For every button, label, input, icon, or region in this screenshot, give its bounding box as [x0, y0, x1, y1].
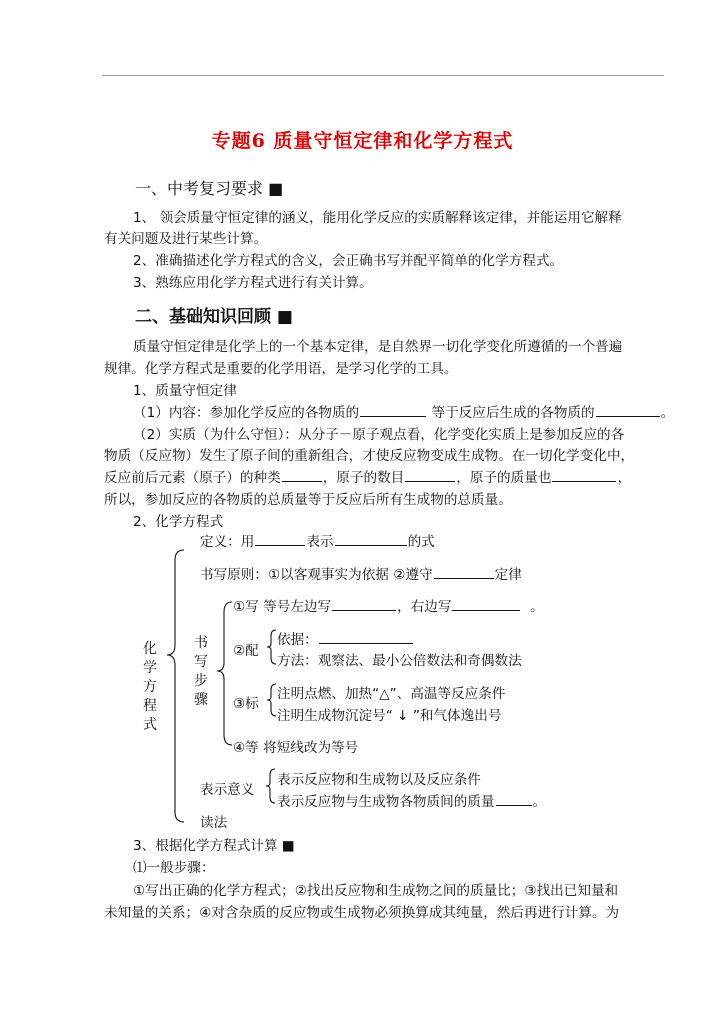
intro-line-1: 质量守恒定律是化学上的一个基本定律，是自然界一切化学变化所遵循的一个普遍	[133, 339, 623, 355]
meaning-brace	[266, 769, 275, 803]
def-c: 的式	[407, 534, 435, 550]
page-title: 专题6 质量守恒定律和化学方程式	[211, 130, 514, 152]
meaning-b2: 。	[532, 794, 547, 810]
intro-line-2: 规律。化学方程式是重要的化学用语，是学习化学的工具。	[104, 361, 458, 377]
essence3-c: ，原子的质量也	[456, 470, 552, 486]
step1-b: ，右边写	[397, 599, 452, 615]
step3-line-a: 注明点燃、加热“△”、高温等反应条件	[277, 686, 506, 702]
meaning-line-a: 表示反应物和生成物以及反应条件	[277, 772, 481, 788]
step2-basis	[277, 628, 414, 648]
step2-label: ②配	[233, 643, 259, 659]
def-b: 表示	[306, 534, 334, 550]
step4-line: ④等 将短线改为等号	[233, 740, 359, 756]
blank	[332, 609, 396, 611]
outer-brace	[167, 550, 184, 822]
blank	[255, 544, 305, 546]
requirement-1: 1、 领会质量守恒定律的涵义，能用化学反应的实质解释该定律，并能运用它解释	[133, 210, 622, 226]
meaning-label: 表示意义	[200, 782, 255, 798]
essence-line-4: 所以，参加反应的各物质的总质量等于反应后所有生成物的总质量。	[104, 492, 512, 508]
blank	[434, 577, 494, 579]
reading-label: 读法	[200, 815, 228, 831]
requirement-2: 2、准确描述化学方程式的含义，会正确书写并配平简单的化学方程式。	[133, 253, 564, 269]
calc-line-1: ①写出正确的化学方程式；②找出反应物和生成物之间的质量比；③找出已知量和	[133, 883, 619, 899]
meaning-line-b	[277, 790, 546, 810]
law-content-b: 等于反应后生成的各物质的	[431, 405, 595, 421]
equation-heading: 2、化学方程式	[133, 514, 224, 530]
principle-a: 书写原则：①以客观事实为依据 ②遵守	[200, 567, 433, 583]
steps-label: 书写步骤	[194, 635, 208, 708]
def-a: 定义：用	[200, 534, 255, 550]
essence3-d: ，	[617, 470, 632, 486]
section2-heading: 二、基础知识回顾 ■	[135, 307, 293, 327]
step3-line-b: 注明生成物沉淀号“ ↓ ”和气体逸出号	[277, 708, 502, 724]
principle-line	[200, 563, 522, 583]
blank	[335, 544, 407, 546]
section1-heading: 一、中考复习要求 ■	[135, 179, 284, 198]
biao-brace	[267, 684, 276, 716]
law-heading: 1、质量守恒定律	[133, 383, 237, 399]
essence3-b: ，原子的数目	[322, 470, 405, 486]
law-content-c: 。	[660, 405, 675, 421]
law-content-a: （1）内容：参加化学反应的各物质的	[133, 405, 360, 421]
general-steps: ⑴一般步骤：	[133, 860, 215, 876]
essence-line-1: （2）实质（为什么守恒）：从分子－原子观点看，化学变化实质上是参加反应的各	[133, 427, 625, 443]
step1-line	[233, 595, 544, 615]
meaning-b1: 表示反应物与生成物各物质间的质量	[277, 794, 495, 810]
blank	[319, 642, 413, 644]
essence3-a: 反应前后元素（原子）的种类	[104, 470, 281, 486]
steps-brace	[217, 602, 232, 745]
pei-brace	[267, 630, 276, 664]
definition-line	[200, 530, 435, 550]
blank	[452, 609, 520, 611]
requirement-1-cont: 有关问题及进行某些计算。	[104, 231, 268, 247]
principle-b: 定律	[494, 567, 522, 583]
step1-a: ①写 等号左边写	[233, 599, 332, 615]
calc-heading: 3、根据化学方程式计算 ■	[133, 838, 295, 854]
step2-basis-label: 依据：	[277, 632, 318, 648]
step1-c: 。	[530, 599, 544, 615]
blank	[496, 804, 532, 806]
essence-line-2: 物质（反应物）发生了原子间的重新组合，才使反应物变成生成物。在一切化学变化中，	[104, 448, 635, 464]
diagram-root-label: 化学方程式	[143, 641, 157, 733]
step2-method: 方法：观察法、最小公倍数法和奇偶数法	[277, 653, 522, 669]
requirement-3: 3、熟练应用化学方程式进行有关计算。	[133, 275, 373, 291]
step3-label: ③标	[233, 696, 259, 712]
calc-line-2: 未知量的关系；④对含杂质的反应物或生成物必须换算成其纯量，然后再进行计算。为	[104, 905, 620, 921]
